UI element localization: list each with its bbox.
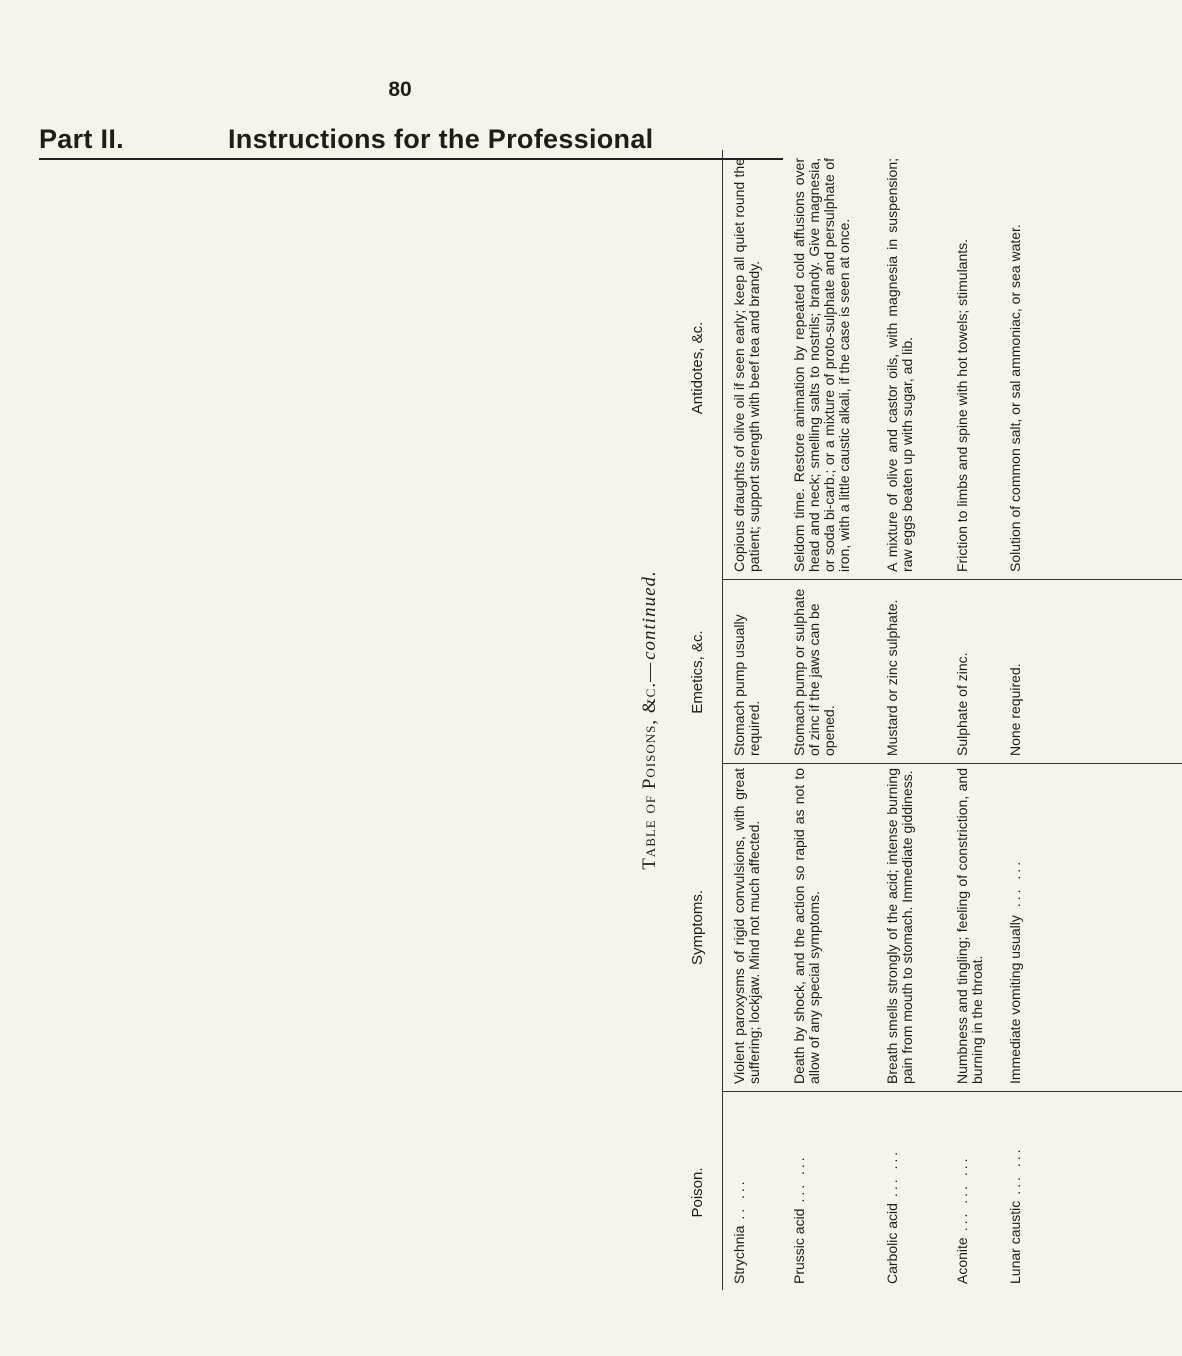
poison-name: Strychnia xyxy=(731,1225,747,1284)
column-header-symptoms: Symptoms. xyxy=(688,890,706,966)
rotated-poison-table xyxy=(630,150,1090,1290)
leader-dots: ... ... xyxy=(884,1148,900,1198)
table-row-emetics: Stomach pump or sulphate of zinc if the jaws can be opened. xyxy=(791,588,837,756)
table-row-emetics: Stomach pump usually required. xyxy=(731,614,762,756)
caption-main: Table of Poisons, &c.— xyxy=(639,661,660,870)
table-row-emetics: Sulphate of zinc. xyxy=(954,652,970,756)
table-row-symptoms: Breath smells strongly of the acid; intense burning pain from mouth to stomach. Immediate giddiness. xyxy=(884,768,915,1084)
leader-dots: .. ... xyxy=(731,1178,747,1220)
table-row-antidotes: Friction to limbs and spine with hot towels; stimulants. xyxy=(954,238,970,572)
table-row-symptoms: Violent paroxysms of rigid convulsions, with great suffering; lockjaw. Mind not much affected. xyxy=(731,768,762,1084)
table-row-poison xyxy=(732,1096,747,1284)
table-row-emetics: Mustard or zinc sulphate. xyxy=(884,599,900,756)
column-header-antidotes: Antidotes, &c. xyxy=(688,321,706,415)
column-divider xyxy=(722,1091,1182,1092)
table-row-symptoms: Numbness and tingling; feeling of constriction, and burning in the throat. xyxy=(954,768,985,1084)
table-row-antidotes: Copious draughts of olive oil if seen early; keep all quiet round the patient; support strength with beef tea and brandy. xyxy=(731,158,762,572)
leader-dots: ... ... ... xyxy=(954,1155,970,1232)
table-caption xyxy=(630,150,670,1290)
column-header-emetics: Emetics, &c. xyxy=(688,630,706,714)
table-row-emetics: None required. xyxy=(1007,663,1023,756)
part-heading: Part II. xyxy=(39,124,124,154)
poison-name: Prussic acid xyxy=(791,1208,807,1284)
leader-dots: ... ... xyxy=(791,1154,807,1203)
table-row-poison xyxy=(1008,1096,1023,1284)
table-row-symptoms xyxy=(1008,768,1023,1084)
table-row-antidotes: A mixture of olive and castor oils, with magnesia in suspension; raw eggs beaten up with sugar, ad lib. xyxy=(884,158,915,572)
caption-continued: continued. xyxy=(639,570,660,660)
leader-dots: ... ... xyxy=(1007,858,1023,908)
table-row-poison xyxy=(792,1096,807,1284)
table-row-antidotes: Solution of common salt, or sal ammoniac, or sea water. xyxy=(1007,224,1023,572)
page-number: 80 xyxy=(388,78,412,101)
poison-name: Lunar caustic xyxy=(1007,1200,1023,1284)
table-row-poison xyxy=(885,1096,900,1284)
poison-name: Carbolic acid xyxy=(884,1203,900,1284)
poison-name: Aconite xyxy=(954,1237,970,1284)
table-row-poison xyxy=(955,1096,970,1284)
column-divider xyxy=(722,579,1182,580)
table-row-antidotes: Seldom time. Restore animation by repeated cold affusions over head and neck; smelling salts to nostrils; brandy. Give magnesia, or soda bi-carb.; or a mixture of proto-sulphate and persulphate of iron, with a little caustic alkali, if the case is seen at once. xyxy=(791,158,852,572)
column-header-poison: Poison. xyxy=(688,1167,706,1218)
symptom-text: Immediate vomiting usually xyxy=(1007,915,1023,1084)
column-divider xyxy=(722,763,1182,764)
header-divider xyxy=(722,150,723,1290)
page-title: Instructions for the Professional xyxy=(228,124,654,154)
leader-dots: ... ... xyxy=(1007,1146,1023,1195)
table-row-symptoms: Death by shock, and the action so rapid as not to allow of any special symptoms. xyxy=(791,768,822,1084)
